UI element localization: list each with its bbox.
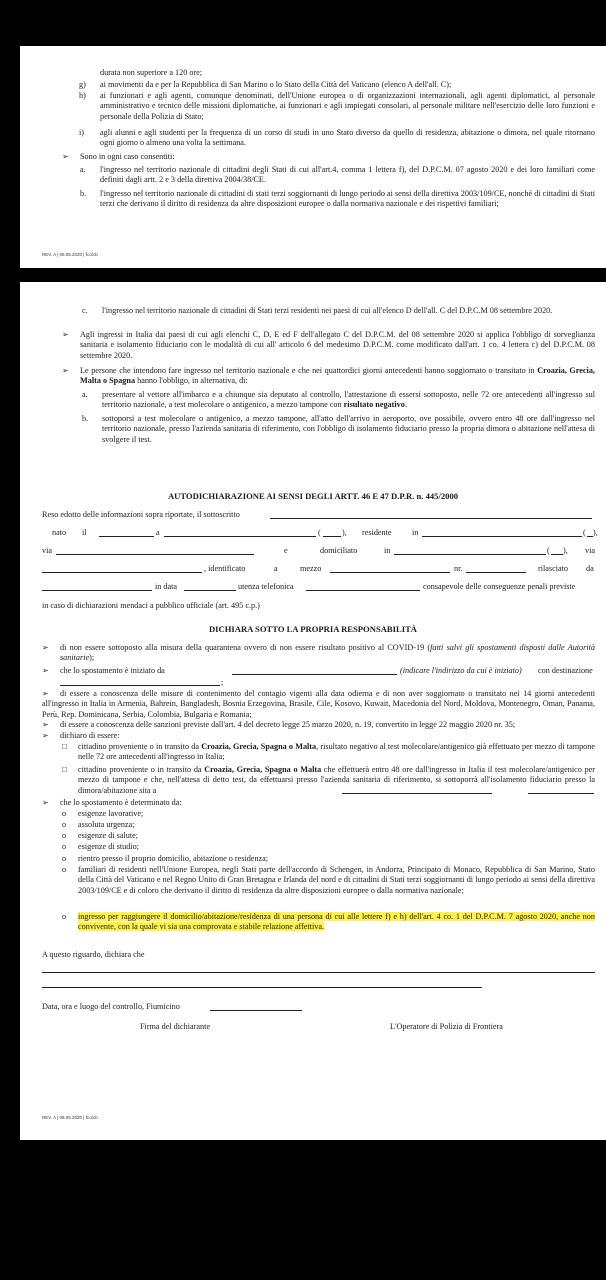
item-g-text: ai movimenti da e per la Repubblica di San Marino o lo Stato della Città del Vaticano (elenco A dell'all. C); <box>100 80 452 89</box>
dichiara-spostamento <box>60 666 595 677</box>
bullet-arrow: ➢ <box>42 643 49 652</box>
option-circle[interactable]: o <box>62 854 67 863</box>
item-c-text: l'ingresso nel territorio nazionale di cittadini di Stati terzi residenti nei paesi di cui all'elenco D dell'all. C del D.P.C.M 08 settembre 2020. <box>102 306 553 315</box>
a2-label: a <box>274 564 278 573</box>
residente-label: residente <box>362 528 392 537</box>
issue-date-field[interactable] <box>184 590 236 591</box>
item-a-marker: a. <box>80 165 86 174</box>
document-number-field[interactable] <box>466 572 526 573</box>
identificato-label: , identificato <box>204 564 246 573</box>
birth-date-field[interactable] <box>99 536 154 537</box>
a-label: a <box>156 528 160 537</box>
sub-b-text: sottoporsi a test molecolare o antigenico, a mezzo tampone, all'atto dell'arrivo in aeroporto, ove possibile, ovvero entro 48 ore dall'ingresso nel territorio nazionale, presso l'azienda sanitaria di riferimento, con l'obbligo di isolamento fiduciario presso la propria dimora o abitazione nell'attesa di svolgere il test. <box>102 414 595 444</box>
in2-label: in <box>384 546 391 555</box>
phone-field[interactable] <box>306 590 420 591</box>
isolation-address-field-2[interactable] <box>528 793 594 794</box>
mezzo-label: mezzo <box>300 564 322 573</box>
bullet-arrow: ➢ <box>62 330 69 339</box>
item-b-marker: b. <box>80 189 87 198</box>
rilasciato-label: rilasciato <box>538 564 569 573</box>
revision-footer: REV. A | 08.05.2020 | fco/cb <box>42 1115 98 1120</box>
bullet-arrow: ➢ <box>62 152 69 161</box>
nato-label: nato <box>52 528 67 537</box>
domicile-street-field[interactable] <box>42 572 202 573</box>
item-h-marker: h) <box>79 91 86 100</box>
birth-place-field[interactable] <box>164 536 316 537</box>
sub-a-text: presentare al vettore all'imbarco e a chiunque sia deputato al controllo, l'attestazione di essersi sottoposto, nelle 72 ore antecedenti all'ingresso sul territorio nazionale, a test molecolare o antigenico, a mezzo tampone con risultato negativo. <box>102 390 595 410</box>
firma-operatore: L'Operatore di Polizia di Frontiera <box>390 1022 503 1031</box>
form-row-nato: nato il a ( ), residente in ( ), <box>52 528 598 537</box>
document-page-1 <box>20 46 606 268</box>
via-label: via <box>42 546 53 555</box>
option-circle[interactable]: o <box>62 831 67 840</box>
birth-province-field[interactable] <box>323 536 341 537</box>
bullet-obbligo: Le persone che intendono fare ingresso nel territorio nazionale e che nei quattordici giorni antecedenti hanno soggiornato o transitato in Croazia, Grecia, Malta o Spagna hanno l'obbligo, in alternativa, di: <box>80 366 595 386</box>
dichiara-sanzioni: di essere a conoscenza delle sanzioni previste dall'art. 4 del decreto legge 25 marzo 2020, n. 19, convertito in legge 22 maggio 2020 nr. 35; <box>60 720 516 729</box>
reason-familiari: familiari di residenti nell'Unione Europea, negli Stati parte dell'accordo di Schengen, in Andorra, Principato di Monaco, Repubblica di San Marino, Stato della Città del Vaticano e nel Regno Unito di Gran Bretagna e Irlanda del nord e di cittadini di Stati terzi soggiornanti di lungo periodo ai sensi della direttiva 2003/109/CE e di coloro che derivano il diritto di residenza da altre disposizioni europee o dalla normativa nazionale; <box>78 865 595 895</box>
data-luogo-label: Data, ora e luogo del controllo, Fiumicino <box>42 1002 180 1011</box>
spostamento-label: che lo spostamento è iniziato da <box>60 666 165 675</box>
questo-riguardo: A questo riguardo, dichiara che <box>42 950 145 959</box>
residence-street-field[interactable] <box>56 554 254 555</box>
item-f-continuation: durata non superiore a 120 ore; <box>100 68 203 77</box>
item-c-marker: c. <box>82 306 88 315</box>
revision-footer: REV. A | 08.05.2020 | fco/cb <box>42 252 98 257</box>
spostamento-determinato: che lo spostamento è determinato da: <box>60 798 182 807</box>
option-circle[interactable]: o <box>62 820 67 829</box>
il-label: il <box>82 528 87 537</box>
form-row-sottoscritto <box>42 510 597 521</box>
consentiti-heading: Sono in ogni caso consentiti: <box>80 152 175 161</box>
e-label: e <box>284 546 288 555</box>
dichiarazioni-mendaci: in caso di dichiarazioni mendaci a pubblico ufficiale (art. 495 c.p.) <box>42 601 260 610</box>
opzione-test-48h: cittadino proveniente o in transito da Croazia, Grecia, Spagna o Malta che effettuerà entro 48 ore dall'ingresso in Italia il test molecolare/antigenico per mezzo di tampone e che, nell'attesa di detto test, da effettuarsi presso l'azienda sanitaria di riferimento, si sottoporrà all'isolamento fiduciario presso la dimora/abitazione sita a <box>78 765 595 795</box>
option-circle[interactable]: o <box>62 809 67 818</box>
destinazione-label: con destinazione <box>538 666 593 675</box>
item-i-marker: i) <box>79 128 85 137</box>
domicile-province-field[interactable] <box>551 554 563 555</box>
form-row-data <box>42 582 597 593</box>
dichiara-quarantena: di non essere sottoposto alla misura della quarantena ovvero di non essere risultato positivo al COVID-19 (fatti salvi gli spostamenti disposti dalle Autorità sanitarie); <box>60 643 595 663</box>
bullet-arrow: ➢ <box>42 689 49 698</box>
reason-studio: esigenze di studio; <box>78 842 139 851</box>
dichiara-misure: di essere a conoscenza delle misure di contenimento del contagio vigenti alla data odierna e di non aver soggiornato o transitato nei 14 giorni antecedenti all'ingresso in Italia in Armenia, Bahrein, Bangladesh, Bosnia Erzegovina, Brasile, Cile, Kosovo, Kuwait, Macedonia del Nord, Moldova, Montenegro, Oman, Panama, Perù, Rep. Dominicana, Serbia, Colombia, Bulgaria e Romania; <box>42 689 595 719</box>
reason-lavoro: esigenze lavorative; <box>78 809 144 818</box>
document-page-2: c. l'ingresso nel territorio nazionale di cittadini di Stati terzi residenti nei paesi di cui all'elenco D dell'all. C del D.P.C.M 08 settembre 2020. ➢ Agli ingressi in Italia dai paesi di cui agli elenchi C, D, E ed F dell'allegato C del D.P.C.M. del 08 settembre 2020 si applica l'obbligo di sorveglianza sanitaria e isolamento fiduciario con le modalità di cui all' articolo 6 del medesimo D.P.C.M. come modificato dall'art. 1 co. 4 lettera c) del D.P.C.M. 08 settembre 2020. ➢ Le persone che intendono fare ingresso nel territorio nazionale e che nei quattordici giorni antecedenti hanno soggiornato o transitato in Croazia, Grecia, Malta o Spagna hanno l'obbligo, in alternativa, di: a. presentare al vettore all'imbarco e a chiunque sia deputato al controllo, l'attestazione di essersi sottoposto, nelle 72 ore antecedenti all'ingresso sul territorio nazionale, a test molecolare o antigenico, a mezzo tampone con risultato negativo. b. sottoporsi a test molecolare o antigenico, a mezzo tampone, all'atto dell'arrivo in aeroporto, ove possibile, ovvero entro 48 ore dall'ingresso nel territorio nazionale, presso l'azienda sanitaria di riferimento, con l'obbligo di isolamento fiduciario presso la propria dimora o abitazione nell'attesa di svolgere il test. AUTODICHIARAZIONE AI SENSI DEGLI ARTT. 46 E 47 D.P.R. n. 445/2000 Reso edotto delle informazioni sopra riportate, il sottoscritto nato il a ( ), residente in ( ), via e domiciliato in ( ), via , identificato a mezzo nr. rilasciato da in data utenza telefonica consapevole delle conseguenze penali previste in caso di dichiarazioni mendaci a pubblico ufficiale (art. 495 c.p.) DICHIARA SOTTO LA PROPRIA RESPONSABILITÀ ➢ di non essere sottoposto alla misura della quarantena ovvero di non essere risultato positivo al COVID-19 (fatti salvi gli spostamenti disposti dalle Autorità sanitarie); ➢ che lo spostamento è iniziato da (indicare l'indirizzo da cui è iniziato) con destinazione ; ➢ di essere a conoscenza delle misure di contenimento del contagio vigenti alla data odierna e di non aver soggiornato o transitato nei 14 giorni antecedenti all'ingresso in Italia in Armenia, Bahrein, Bangladesh, Bosnia Erzegovina, Brasile, Cile, Kosovo, Kuwait, Macedonia del Nord, Moldova, Montenegro, Oman, Panama, Perù, Rep. Dominicana, Serbia, Colombia, Bulgaria e Romania; ➢ di essere a conoscenza delle sanzioni previste dall'art. 4 del decreto legge 25 marzo 2020, n. 19, convertito in legge 22 maggio 2020 nr. 35; ➢ dichiaro di essere: □ cittadino proveniente o in transito da Croazia, Grecia, Spagna o Malta, risultato negativo al test molecolare/antigenico già effettuato per mezzo di tampone nelle 72 ore antecedenti all'ingresso in Italia; □ cittadino proveniente o in transito da Croazia, Grecia, Spagna o Malta che effettuerà entro 48 ore dall'ingresso in Italia il test molecolare/antigenico per mezzo di tampone e che, nell'attesa di detto test, da effettuarsi presso l'azienda sanitaria di riferimento, si sottoporrà all'isolamento fiduciario presso la dimora/abitazione sita a ➢ che lo spostamento è determinato da: o esigenze lavorative; o assoluta urgenza; o esigenze di salute; o esigenze di studio; o rientro presso il proprio domicilio, abitazione o residenza; o familiari di residenti nell'Unione Europea, negli Stati parte dell'accordo di Schengen, in Andorra, Principato di Monaco, Repubblica di San Marino, Stato della Città del Vaticano e nel Regno Unito di Gran Bretagna e Irlanda del nord e di cittadini di Stati terzi soggiornanti di lungo periodo ai sensi della direttiva 2003/109/CE e di coloro che derivano il diritto di residenza da altre disposizioni europee o dalla normativa nazionale; o ingresso per raggiungere il domicilio/abitazione/residenza di una persona di cui alle lettere f) e h) dell'art. 4 co. 1 del D.P.C.M. 7 agosto 2020, anche non convivente, con la quale vi sia una comprovata e stabile relazione affettiva. A questo riguardo, dichiara che Data, ora e luogo del controllo, Fiumicino Firma del dichiarante L'Operatore di Polizia di Frontiera REV. A | 08.05.2020 | fco/cb <box>20 282 606 1140</box>
indicare-hint: (indicare l'indirizzo da cui è iniziato) <box>400 666 522 675</box>
document-type-field[interactable] <box>330 572 450 573</box>
destination-field[interactable] <box>60 685 220 686</box>
title-autodichiarazione: AUTODICHIARAZIONE AI SENSI DEGLI ARTT. 46 E 47 D.P.R. n. 445/2000 <box>167 491 459 501</box>
nr-label: nr. <box>454 564 463 573</box>
bullet-arrow: ➢ <box>42 798 49 807</box>
item-h-text: ai funzionari e agli agenti, comunque denominati, dell'Unione europea o di organizzazioni internazionali, agli agenti diplomatici, al personale amministrativo e tecnico delle missioni diplomatiche, ai funzionari e agli impiegati consolari, al personale militare nell'esercizio delle loro funzioni e personale della Polizia di Stato; <box>100 91 595 121</box>
title-dichiara: DICHIARA SOTTO LA PROPRIA RESPONSABILITÀ <box>208 624 418 634</box>
reso-label: Reso edotto delle informazioni sopra riportate, il sottoscritto <box>42 510 240 519</box>
option-circle[interactable]: o <box>62 865 67 874</box>
bullet-sorveglianza: Agli ingressi in Italia dai paesi di cui agli elenchi C, D, E ed F dell'allegato C del D.P.C.M. del 08 settembre 2020 si applica l'obbligo di sorveglianza sanitaria e isolamento fiduciario con le modalità di cui all' articolo 6 del medesimo D.P.C.M. come modificato dall'art. 1 co. 4 lettera c) del D.P.C.M. 08 settembre 2020. <box>80 330 595 360</box>
item-b-text: l'ingresso nel territorio nazionale di cittadini di stati terzi soggiornanti di lungo periodo ai sensi della direttiva 2003/109/CE, nonché di cittadini di Stati terzi che derivano il diritto di residenza da altre disposizioni europee o dalla normativa nazionale e dei rispettivi familiari; <box>100 189 595 209</box>
reason-rientro: rientro presso il proprio domicilio, abitazione o residenza; <box>78 854 269 863</box>
consapevole-label: consapevole delle conseguenze penali previste <box>423 582 576 591</box>
domiciliato-label: domiciliato <box>320 546 358 555</box>
note-line-1[interactable] <box>42 972 595 973</box>
option-circle[interactable]: o <box>62 842 67 851</box>
note-line-2[interactable] <box>42 987 482 988</box>
item-g-marker: g) <box>79 80 86 89</box>
isolation-address-field[interactable] <box>342 793 492 794</box>
bullet-arrow: ➢ <box>42 720 49 729</box>
da-label: da <box>586 564 594 573</box>
sub-b-marker: b. <box>82 414 89 423</box>
item-i-text: agli alunni e agli studenti per la frequenza di un corso di studi in uno Stato diverso da quello di residenza, abitazione o dimora, nel quale ritornano ogni giorno o almeno una volta la settimana. <box>100 128 595 148</box>
name-field[interactable] <box>270 518 592 519</box>
bullet-arrow: ➢ <box>42 731 49 740</box>
domicile-city-field[interactable] <box>394 554 546 555</box>
opzione-negativo: cittadino proveniente o in transito da Croazia, Grecia, Spagna o Malta, risultato negativo al test molecolare/antigenico già effettuato per mezzo di tampone nelle 72 ore antecedenti all'ingresso in Italia; <box>78 742 595 762</box>
in-data-label: in data <box>155 582 178 591</box>
reason-urgenza: assoluta urgenza; <box>78 820 135 829</box>
issuer-field[interactable] <box>42 590 152 591</box>
in-label: in <box>412 528 419 537</box>
dichiaro-essere: dichiaro di essere: <box>60 731 120 740</box>
checkbox-negativo[interactable]: □ <box>62 742 67 751</box>
utenza-label: utenza telefonica <box>238 582 294 591</box>
checkbox-test-48h[interactable]: □ <box>62 765 67 774</box>
via2-label: via <box>585 546 596 555</box>
form-row-identificato <box>42 564 597 575</box>
option-circle[interactable]: o <box>62 912 67 921</box>
start-address-field[interactable] <box>232 674 397 675</box>
item-a-text: l'ingresso nel territorio nazionale di cittadini degli Stati di cui all'art.4, comma 1 lettera f), del D.P.C.M. 07 agosto 2020 e dei loro familiari come definiti dagli artt. 2 e 3 della direttiva 2004/38/CE. <box>100 165 595 185</box>
sub-a-marker: a. <box>82 390 88 399</box>
reason-relazione-affettiva: ingresso per raggiungere il domicilio/abitazione/residenza di una persona di cui alle lettere f) e h) dell'art. 4 co. 1 del D.P.C.M. 7 agosto 2020, anche non convivente, con la quale vi sia una comprovata e stabile relazione affettiva. <box>78 912 595 932</box>
bullet-arrow: ➢ <box>62 366 69 375</box>
reason-salute: esigenze di salute; <box>78 831 139 840</box>
bullet-arrow: ➢ <box>42 666 49 675</box>
residence-city-field[interactable] <box>422 536 582 537</box>
form-row-via: via e domiciliato in ( ), via <box>42 546 596 555</box>
firma-dichiarante: Firma del dichiarante <box>140 1022 211 1031</box>
data-luogo-field[interactable] <box>210 1010 302 1011</box>
